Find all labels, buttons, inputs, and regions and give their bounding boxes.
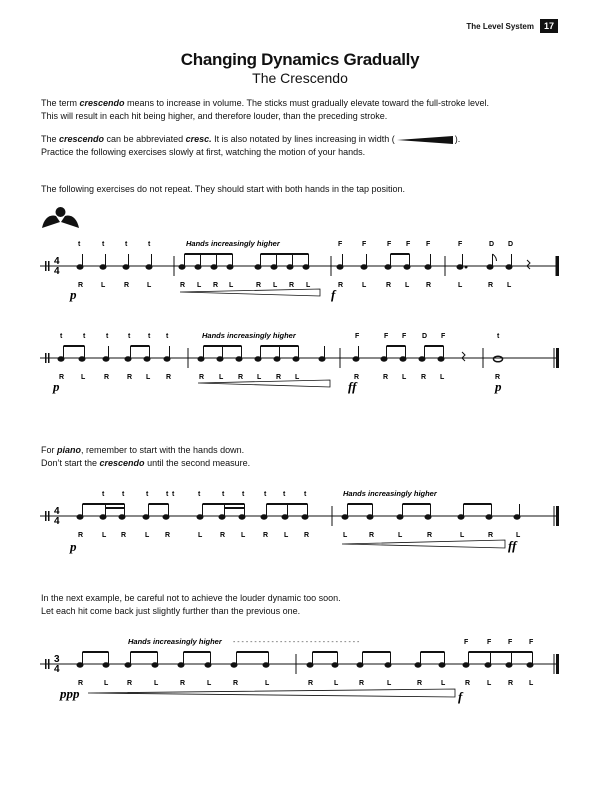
time-sig-bottom: 4 [54,516,60,527]
sticking: R [127,680,133,687]
next-example-note: In the next example, be careful not to achieve the louder dynamic too soon. Let each hit come back just slightly further than the previous one. [41,593,341,616]
dynamic-start: ppp [60,686,80,701]
dynamic-end: f [458,689,463,704]
exercise-4-sticking [78,680,534,687]
hands-position-icon [38,204,83,232]
accent: F [426,241,431,248]
accent: t [102,491,105,498]
accent: t [78,241,81,248]
sticking: L [257,374,262,381]
sticking: R [426,282,432,289]
sticking: R [383,374,389,381]
accent: F [338,241,343,248]
time-sig-top: 4 [54,256,60,267]
dynamic-start: p [70,287,77,302]
sticking: R [338,282,344,289]
sticking: R [495,374,501,381]
sticking: L [343,532,348,539]
sticking: R [78,532,84,539]
accent: t [166,491,169,498]
exercise-1-staff [0,236,600,306]
accent: t [122,491,125,498]
accent: t [166,333,169,340]
exercise-2-staff [0,328,600,398]
sticking: L [147,282,152,289]
dynamic-start: p [53,379,60,394]
sticking: L [516,532,521,539]
dynamic-start: p [70,539,77,554]
exercise-2-accents [60,331,500,340]
dynamic-end: f [331,287,336,302]
sticking: R [220,532,226,539]
sticking: R [465,680,471,687]
intro-paragraph-2: The crescendo can be abbreviated cresc. It is also notated by lines increasing in width ( ). Practice the following exercises slowly at first, watching the motion of your hands. [41,134,461,157]
sticking: L [295,374,300,381]
accent: D [489,241,495,248]
accent: t [60,333,63,340]
sticking: R [421,374,427,381]
sticking: L [104,680,109,687]
page-subtitle: The Crescendo [252,70,348,86]
sticking: R [304,532,310,539]
crescendo-hairpin [342,540,505,548]
accent: t [172,491,175,498]
sticking: L [441,680,446,687]
accent: t [128,333,131,340]
sticking: R [263,532,269,539]
accent: F [402,333,407,340]
accent: t [83,333,86,340]
sticking: R [59,374,65,381]
exercise-4-accents [464,639,534,646]
exercise-3-sticking [78,532,521,539]
accent: t [283,491,286,498]
exercise-3-accents [102,489,438,498]
sticking: L [334,680,339,687]
sticking: L [219,374,224,381]
sticking: R [369,532,375,539]
sticking: R [127,374,133,381]
sticking: R [359,680,365,687]
sticking: L [154,680,159,687]
sticking: L [198,532,203,539]
sticking: R [213,282,219,289]
hands-higher-label: Hands increasingly higher [128,637,222,646]
dynamic-mid: ff [348,379,357,394]
accent: F [441,333,446,340]
accent: t [148,333,151,340]
time-sig-bottom: 4 [54,664,60,675]
sticking: R [488,532,494,539]
time-sig-top: 3 [54,654,60,665]
accent: t [146,491,149,498]
accent: t [148,241,151,248]
accent: F [355,333,360,340]
running-header [466,19,558,33]
accent: t [102,241,105,248]
accent: t [497,333,500,340]
sticking: L [146,374,151,381]
accent: F [387,241,392,248]
continuation-dashes: - - - - - - - - - - - - - - - - - - - - - - - - - - - - - - [233,639,360,646]
section-label: The Level System [466,21,534,31]
accent: t [222,491,225,498]
accent: t [242,491,245,498]
sticking: L [405,282,410,289]
sticking: L [273,282,278,289]
page-number: 17 [540,19,558,33]
sticking: R [386,282,392,289]
sticking: R [180,680,186,687]
sticking: R [165,532,171,539]
sticking: L [241,532,246,539]
sticking: R [78,680,84,687]
sticking: R [199,374,205,381]
sticking: R [104,374,110,381]
hands-higher-label: Hands increasingly higher [202,331,296,340]
sticking: R [78,282,84,289]
sticking: L [101,282,106,289]
sticking: L [507,282,512,289]
accent: F [464,639,469,646]
crescendo-hairpin [180,289,320,296]
page-title: Changing Dynamics Gradually [180,50,420,69]
sticking: L [197,282,202,289]
sticking: L [529,680,534,687]
sticking: R [256,282,262,289]
sticking: L [229,282,234,289]
sticking: R [121,532,127,539]
sticking: R [238,374,244,381]
accent: F [384,333,389,340]
sticking: R [417,680,423,687]
exercise-1-accents [78,239,513,248]
sticking: R [427,532,433,539]
intro-paragraph-1: The term crescendo means to increase in volume. The sticks must gradually elevate toward the full-stroke level. This will result in each hit being higher, and therefore louder, than the preceding stroke. [41,98,490,121]
sticking: L [207,680,212,687]
dynamic-end: p [495,379,502,394]
sticking: L [387,680,392,687]
sticking: L [398,532,403,539]
exercise-4-staff [0,634,600,706]
sticking: R [233,680,239,687]
intro-paragraph-3: The following exercises do not repeat. They should start with both hands in the tap position. [41,184,406,194]
sticking: R [308,680,314,687]
hands-higher-label: Hands increasingly higher [343,489,437,498]
sticking: L [362,282,367,289]
accent: F [362,241,367,248]
accent: F [406,241,411,248]
sticking: R [276,374,282,381]
accent: t [264,491,267,498]
accent: t [304,491,307,498]
accent: F [487,639,492,646]
sticking: R [124,282,130,289]
sticking: L [306,282,311,289]
accent: D [508,241,514,248]
time-sig-top: 4 [54,506,60,517]
accent: t [125,241,128,248]
sticking: R [488,282,494,289]
accent: F [529,639,534,646]
sticking: R [180,282,186,289]
sticking: R [289,282,295,289]
sticking: L [458,282,463,289]
crescendo-hairpin [88,689,455,697]
sticking: L [460,532,465,539]
time-sig-bottom: 4 [54,266,60,277]
sticking: L [102,532,107,539]
sticking: R [166,374,172,381]
hands-higher-label: Hands increasingly higher [186,239,280,248]
crescendo-symbol-icon [397,136,453,144]
accent: F [508,639,513,646]
dynamic-end: ff [508,538,517,553]
sticking: L [440,374,445,381]
exercise-2-sticking [59,374,500,381]
accent: t [198,491,201,498]
sticking: L [265,680,270,687]
exercise-1-sticking [78,282,512,289]
sticking: L [284,532,289,539]
exercise-3-staff [0,486,600,558]
accent: D [422,333,428,340]
accent: t [106,333,109,340]
sticking: R [354,374,360,381]
accent: F [458,241,463,248]
crescendo-hairpin [198,380,330,387]
sticking: L [145,532,150,539]
sticking: L [487,680,492,687]
sticking: R [508,680,514,687]
piano-note: For piano, remember to start with the hands down. Don’t start the crescendo until the second measure. [41,445,251,468]
sticking: L [402,374,407,381]
sticking: L [81,374,86,381]
